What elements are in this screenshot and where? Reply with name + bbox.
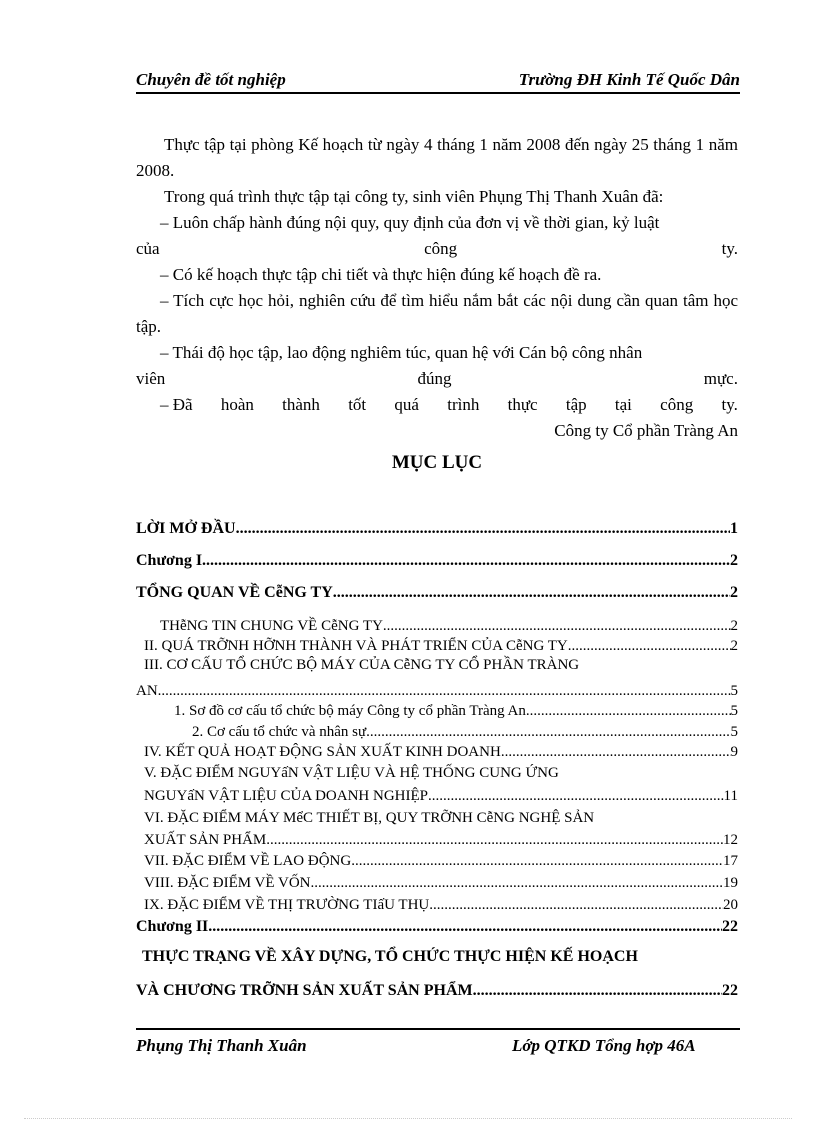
toc-page-number: 2 — [730, 638, 738, 654]
toc-leader-dots — [266, 832, 723, 849]
toc-entry[interactable] — [144, 853, 738, 870]
toc-leader-dots — [526, 703, 731, 720]
word: ty. — [721, 239, 738, 258]
toc-entry-label: IX. ĐẶC ĐIỂM VỀ THỊ TRƯỜNG TIấU THỤ — [144, 897, 430, 913]
bullet-3: – Tích cực học hỏi, nghiên cứu để tìm hiểu nắm bắt các nội dung cần quan tâm học tập. — [136, 291, 738, 336]
intro-paragraph-2: Trong quá trình thực tập tại công ty, sinh viên Phụng Thị Thanh Xuân đã: — [164, 187, 664, 206]
word: tập — [565, 395, 587, 414]
toc-entry[interactable] — [144, 875, 738, 892]
toc-entry-label: II. QUÁ TRỠNH HỠNH THÀNH VÀ PHÁT TRIỂN CỦA CễNG TY — [144, 638, 568, 654]
toc-leader-dots — [428, 788, 724, 805]
bullet-4-line-2 — [136, 366, 738, 392]
toc-entry[interactable] — [160, 618, 738, 635]
toc-page-number: 17 — [723, 853, 738, 869]
toc-page-number: 22 — [722, 982, 738, 999]
bullet-2: – Có kế hoạch thực tập chi tiết và thực hiện đúng kế hoạch đề ra. — [160, 265, 602, 284]
toc-page-number: 19 — [723, 875, 738, 891]
toc-leader-dots — [202, 552, 730, 570]
toc-entry-label: Chương I — [136, 552, 203, 569]
word: thành — [282, 395, 320, 414]
toc-page-number: 2 — [730, 584, 738, 601]
toc-page-number: 20 — [723, 897, 738, 913]
toc-leader-dots — [473, 982, 722, 1000]
word: tại — [614, 395, 632, 414]
toc-page-number: 22 — [722, 918, 738, 935]
toc-page-number: 11 — [723, 788, 738, 804]
toc-entry[interactable] — [144, 897, 738, 914]
bullet-1-line-1: – Luôn chấp hành đúng nội quy, quy định của đơn vị về thời gian, kỷ luật — [160, 213, 660, 232]
toc-page-number: 5 — [730, 683, 738, 699]
word: công — [424, 239, 458, 258]
toc-entry-label: VII. ĐẶC ĐIỂM VỀ LAO ĐỘNG — [144, 853, 352, 869]
toc-entry[interactable] — [136, 584, 738, 602]
page-bottom-divider — [24, 1118, 792, 1119]
toc-entry-label: VIII. ĐẶC ĐIỂM VỀ VỐN — [144, 875, 311, 891]
word: – Đã — [160, 395, 193, 414]
toc-entry-wrap-line: THỰC TRẠNG VỀ XÂY DỰNG, TỔ CHỨC THỰC HIỆN KẾ HOẠCH — [142, 948, 638, 965]
toc-entry[interactable] — [192, 724, 738, 741]
toc-page-number: 5 — [730, 724, 738, 740]
company-name: Công ty Cổ phần Tràng An — [554, 421, 738, 440]
toc-leader-dots — [236, 520, 730, 538]
toc-leader-dots — [158, 683, 731, 700]
toc-entry-wrap-line: VI. ĐẶC ĐIỂM MÁY MểC THIẾT BỊ, QUY TRỠNH CễNG NGHỆ SẢN — [144, 810, 595, 826]
word: trình — [447, 395, 480, 414]
word: tốt — [348, 395, 367, 414]
toc-entry-label: 2. Cơ cấu tổ chức và nhân sự — [192, 724, 367, 740]
toc-entry[interactable] — [136, 982, 738, 1000]
word: quá — [394, 395, 419, 414]
toc-page-number: 9 — [730, 744, 738, 760]
word: mực. — [703, 369, 738, 388]
toc-entry-label: VÀ CHƯƠNG TRỠNH SẢN XUẤT SẢN PHẨM — [136, 982, 473, 999]
intro-text — [136, 132, 738, 444]
header-left: Chuyên đề tốt nghiệp — [136, 70, 286, 89]
toc-entry-label: TỔNG QUAN VỀ CễNG TY — [136, 584, 333, 601]
toc-leader-dots — [366, 724, 730, 741]
toc-entry[interactable] — [144, 744, 738, 761]
word: viên — [136, 369, 166, 388]
toc-page-number: 1 — [730, 520, 738, 537]
header-right: Trường ĐH Kinh Tế Quốc Dân — [518, 70, 740, 89]
toc-entry[interactable] — [144, 832, 738, 849]
toc-entry-label: LỜI MỞ ĐẦU — [136, 520, 236, 537]
toc-entry-label: AN — [136, 683, 158, 699]
word: ty. — [721, 395, 738, 414]
toc-entry[interactable] — [136, 552, 738, 570]
toc-entry-label: THễNG TIN CHUNG VỀ CễNG TY — [160, 618, 383, 634]
word: của — [136, 239, 160, 258]
toc-entry[interactable] — [144, 788, 738, 805]
footer-class: Lớp QTKD Tổng hợp 46A — [512, 1036, 696, 1055]
word: hoàn — [220, 395, 254, 414]
bullet-1-line-2 — [136, 236, 738, 262]
toc-entry-label: Chương II — [136, 918, 209, 935]
toc-leader-dots — [333, 584, 730, 602]
word: đúng — [417, 369, 452, 388]
toc-leader-dots — [501, 744, 731, 761]
toc-page-number: 2 — [730, 618, 738, 634]
toc-page-number: 2 — [730, 552, 738, 569]
toc-leader-dots — [208, 918, 722, 936]
toc-entry-label: NGUYấN VẬT LIỆU CỦA DOANH NGHIỆP — [144, 788, 429, 804]
toc-leader-dots — [568, 638, 731, 655]
toc-leader-dots — [351, 853, 723, 870]
toc-leader-dots — [311, 875, 723, 892]
toc-entry[interactable] — [136, 520, 738, 538]
page-header — [136, 70, 740, 94]
toc-entry-label: XUẤT SẢN PHẨM — [144, 832, 267, 848]
page-footer — [136, 1028, 740, 1055]
toc-entry[interactable] — [144, 638, 738, 655]
bullet-5 — [136, 392, 738, 418]
toc-page-number: 12 — [723, 832, 738, 848]
intro-paragraph-1: Thực tập tại phòng Kế hoạch từ ngày 4 tháng 1 năm 2008 đến ngày 25 tháng 1 năm 2008. — [136, 135, 738, 180]
word: thực — [507, 395, 538, 414]
toc-entry-wrap-line: III. CƠ CẤU TỔ CHỨC BỘ MÁY CỦA CễNG TY CỔ PHẦN TRÀNG — [144, 657, 580, 673]
word: công — [660, 395, 694, 414]
toc-title: MỤC LỤC — [391, 452, 483, 473]
toc-entry[interactable] — [136, 918, 738, 936]
bullet-4-line-1: – Thái độ học tập, lao động nghiêm túc, quan hệ với Cán bộ công nhân — [160, 343, 643, 362]
toc-leader-dots — [383, 618, 731, 635]
toc-entry[interactable] — [136, 683, 738, 700]
toc-entry-label: 1. Sơ đồ cơ cấu tổ chức bộ máy Công ty cổ phần Tràng An — [174, 703, 526, 719]
toc-entry-label: IV. KẾT QUẢ HOẠT ĐỘNG SẢN XUẤT KINH DOANH — [144, 744, 501, 760]
toc-entry-wrap-line: V. ĐẶC ĐIỂM NGUYấN VẬT LIỆU VÀ HỆ THỐNG CUNG ỨNG — [144, 765, 559, 781]
toc-page-number: 5 — [730, 703, 738, 719]
toc-leader-dots — [429, 897, 723, 914]
footer-author: Phụng Thị Thanh Xuân — [136, 1036, 307, 1055]
toc-entry[interactable] — [174, 703, 738, 720]
